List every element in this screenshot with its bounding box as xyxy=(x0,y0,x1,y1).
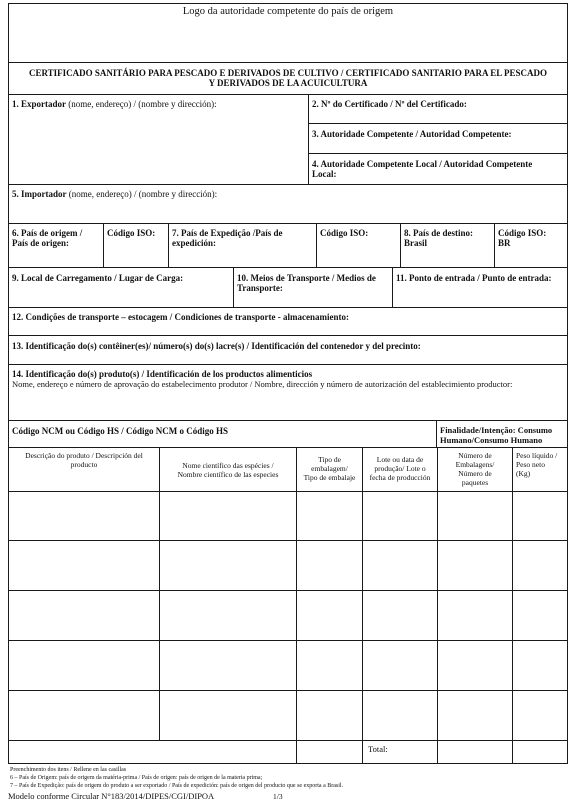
col-header-packaging-type: Tipo de embalagem/ Tipo de embalaje xyxy=(303,455,356,482)
field-local-authority-line1: 4. Autoridade Competente Local / Autoridad Competente xyxy=(312,159,533,169)
col-header-scientific-name: Nome científico das espécies / Nombre científico de las especies xyxy=(177,461,279,479)
vline xyxy=(296,447,297,763)
col-header-net-weight: Peso líquido / Peso neto (Kg) xyxy=(516,451,558,478)
vline xyxy=(168,223,169,267)
hline xyxy=(308,153,568,154)
vline xyxy=(437,447,438,763)
field-product-identification: 14. Identificação do(s) produto(s) / Identificación de los productos alimenticios xyxy=(12,369,313,379)
field-iso-destination-label: Código ISO: xyxy=(498,228,547,238)
hline xyxy=(8,420,568,421)
outer-border-bottom xyxy=(8,763,568,764)
vline xyxy=(103,223,104,267)
hline xyxy=(8,335,568,336)
hline xyxy=(8,267,568,268)
outer-border-right xyxy=(567,3,568,763)
field-destination-country xyxy=(404,228,473,248)
page-number: 1/3 xyxy=(273,792,283,801)
footer-note-1: Preenchimento dos itens / Rellene en las casillas xyxy=(10,767,127,773)
hline xyxy=(8,223,568,224)
hline xyxy=(8,94,568,95)
certificate-title xyxy=(12,68,564,88)
footer-note-3: 7 – País de Expedição: país de origem do produto a ser exportado / País de expedición: país de origen del producto que se exporta a Brasil. xyxy=(10,783,344,789)
vline xyxy=(233,267,234,307)
field-exporter-hint: (nome, endereço) / (nombre y dirección): xyxy=(66,99,217,109)
field-container-id: 13. Identificação do(s) contêiner(es)/ número(s) do(s) lacre(s) / Identificación del contenedor y del precinto: xyxy=(12,341,421,351)
vline xyxy=(362,447,363,763)
ncm-code-label: Código NCM ou Código HS / Código NCM o Código HS xyxy=(12,426,229,436)
total-label: Total: xyxy=(368,744,388,754)
field-entry-point: 11. Ponto de entrada / Punto de entrada: xyxy=(396,273,552,283)
vline xyxy=(494,223,495,267)
field-transport-line2: Transporte: xyxy=(237,283,283,293)
title-line-2: Y DERIVADOS DE LA ACUICULTURA xyxy=(208,78,368,88)
outer-border-left xyxy=(8,3,9,763)
field-transport-conditions: 12. Condições de transporte – estocagem / Condiciones de transporte - almacenamiento: xyxy=(12,312,349,322)
purpose-line2: Humano/Consumo Humano xyxy=(440,435,543,445)
col-header-description: Descrição do produto / Descripción del producto xyxy=(25,451,143,469)
hline xyxy=(8,690,568,691)
field-local-authority-line2: Local: xyxy=(312,169,337,179)
vline xyxy=(308,94,309,184)
field-dispatch-line2: expedición: xyxy=(172,238,216,248)
logo-placeholder: Logo da autoridade competente do país de origem xyxy=(182,6,394,17)
vline xyxy=(400,223,401,267)
hline xyxy=(8,307,568,308)
field-origin-line2: País de origen: xyxy=(12,238,69,248)
field-importer xyxy=(12,189,217,199)
purpose-line1: Finalidade/Intenção: Consumo xyxy=(440,425,553,435)
field-destination-value: Brasil xyxy=(404,238,428,248)
vline xyxy=(159,447,160,740)
hline xyxy=(8,640,568,641)
model-reference: Modelo conforme Circular N°183/2014/DIPES/CGI/DIPOA xyxy=(8,791,215,801)
field-exporter xyxy=(12,99,217,109)
purpose-label xyxy=(440,425,552,445)
field-establishment-info: Nome, endereço e número de aprovação do estabelecimento produtor / Nombre, dirección y número de autorización del establecimiento productor: xyxy=(12,379,513,389)
field-dispatch-line1: 7. País de Expedição /País de xyxy=(172,228,283,238)
hline xyxy=(8,590,568,591)
hline xyxy=(8,447,568,448)
hline xyxy=(8,62,568,63)
field-iso-destination xyxy=(498,228,546,248)
hline xyxy=(8,364,568,365)
vline xyxy=(512,447,513,763)
field-certificate-number: 2. Nº do Certificado / Nº del Certificado: xyxy=(312,99,467,109)
field-local-authority xyxy=(312,159,532,179)
hline xyxy=(8,491,568,492)
hline xyxy=(8,184,568,185)
field-origin-country xyxy=(12,228,82,248)
hline xyxy=(308,123,568,124)
outer-border-top xyxy=(8,3,568,4)
field-exporter-label: 1. Exportador xyxy=(12,99,66,109)
vline xyxy=(392,267,393,307)
hline xyxy=(8,740,568,741)
field-transport-line1: 10. Meios de Transporte / Medios de xyxy=(237,273,376,283)
field-importer-label: 5. Importador xyxy=(12,189,67,199)
field-importer-hint: (nome, endereço) / (nombre y dirección): xyxy=(66,189,218,199)
field-iso-origin: Código ISO: xyxy=(107,228,156,238)
field-dispatch-country xyxy=(172,228,283,248)
vline xyxy=(436,420,437,447)
field-loading-place: 9. Local de Carregamento / Lugar de Carga: xyxy=(12,273,184,283)
field-iso-dispatch: Código ISO: xyxy=(320,228,369,238)
vline xyxy=(316,223,317,267)
footer-note-2: 6 – País de Origem: país de origem da matéria-prima / País de origen: país de origen de la materia prima; xyxy=(10,775,263,781)
field-iso-destination-value: BR xyxy=(498,238,511,248)
field-origin-line1: 6. País de origem / xyxy=(12,228,83,238)
field-transport-means xyxy=(237,273,376,293)
field-competent-authority: 3. Autoridade Competente / Autoridad Competente: xyxy=(312,129,512,139)
title-line-1: CERTIFICADO SANITÁRIO PARA PESCADO E DERIVADOS DE CULTIVO / CERTIFICADO SANITARIO PARA EL PESCADO xyxy=(28,68,548,78)
col-header-lot: Lote ou data de produção/ Lote o fecha de producción xyxy=(369,455,431,482)
field-destination-label: 8. País de destino: xyxy=(404,228,474,238)
col-header-package-count: Número de Embalagens/ Número de paquetes xyxy=(455,451,495,487)
hline xyxy=(8,540,568,541)
